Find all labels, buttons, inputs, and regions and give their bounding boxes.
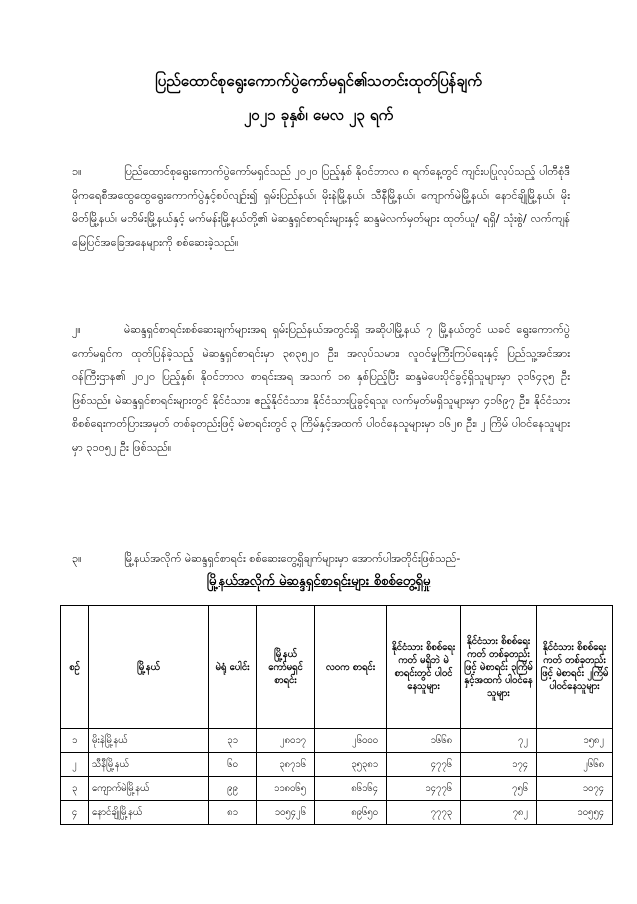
table-cell: ၆၀ <box>209 753 257 777</box>
table-cell: ၂ <box>61 753 89 777</box>
table-cell: ၁၇၄ <box>461 753 537 777</box>
header-cell: လဝက စာရင်း <box>315 606 387 729</box>
paragraph-number: ၃။ <box>72 552 82 565</box>
paragraph-2 <box>72 318 570 459</box>
paragraph-number: ၂။ <box>72 323 81 336</box>
header-cell: နိုင်ငံသား စိစစ်ရေးကတ် တစ်ခုတည်းဖြင့် မဲစာရင်း ၂ကြိမ် ပါဝင်နေသူများ <box>537 606 613 729</box>
table-cell: ကျောက်မဲမြို့နယ် <box>89 777 209 801</box>
table-cell: ၃၈၇၁၆ <box>257 753 315 777</box>
table-cell: ၈၁ <box>209 801 257 825</box>
results-table <box>60 605 613 825</box>
table-row <box>61 729 613 753</box>
paragraph-1 <box>72 160 570 254</box>
table-cell: ၁၀၅၅၄ <box>537 801 613 825</box>
header-cell: မြို့နယ် <box>89 606 209 729</box>
paragraph-3 <box>72 547 570 571</box>
table-cell: ၁၀၅၄၂၆ <box>257 801 315 825</box>
table-cell: ၂၆၆၈ <box>537 753 613 777</box>
page-title: ပြည်ထောင်စုရွေးကောက်ပွဲကော်မရှင်၏သတင်းထုတ်ပြန်ချက် <box>155 72 482 90</box>
table-cell: ၁၄၇၇၆ <box>387 777 461 801</box>
table-cell: ၁၀၇၄ <box>537 777 613 801</box>
table-row <box>61 753 613 777</box>
paragraph-text: မဲဆန္ဒရှင်စာရင်းစစ်ဆေးချက်များအရ ရှမ်းပြည်နယ်အတွင်းရှိ အဆိုပါမြို့နယ် ၇ မြို့နယ်တွင် ယခင် ရွေးကောက်ပွဲကော်မရှင်က ထုတ်ပြန်ခဲ့သည့် မဲဆန္ဒရှင်စာရင်းမှာ ၃၈၃၅၂၀ ဦး၊ အလုပ်သမား၊ လူဝင်မှုကြီးကြပ်ရေးနှင့် ပြည်သူ့အင်အားဝန်ကြီးဌာန၏ ၂၀၂၀ ပြည့်နှစ်၊ နိုဝင်ဘာလ စာရင်းအရ အသက် ၁၈ နှစ်ပြည့်ပြီး ဆန္ဒမဲပေးပိုင်ခွင့်ရှိသူများမှာ ၃၁၆၄၃၅ ဦး ဖြစ်သည်။ မဲဆန္ဒရှင်စာရင်းများတွင် နိုင်ငံသား၊ ဧည့်နိုင်ငံသား၊ နိုင်ငံသားပြုခွင့်ရသူ၊ လက်မှတ်မရှိသူများမှာ ၄၁၆၉၇ ဦး၊ နိုင်ငံသား စိစစ်ရေးကတ်ပြားအမှတ် တစ်ခုတည်းဖြင့် မဲစာရင်းတွင် ၃ ကြိမ်နှင့်အထက် ပါဝင်နေသူများမှာ ၁၆၂၈ ဦး၊ ၂ ကြိမ် ပါဝင်နေသူများမှာ ၃၁၀၅၂ ဦး ဖြစ်သည်။ <box>72 323 570 454</box>
paragraph-text: ပြည်ထောင်စုရွေးကောက်ပွဲကော်မရှင်သည် ၂၀၂၀ ပြည့်နှစ် နိုဝင်ဘာလ ၈ ရက်နေ့တွင် ကျင်းပပြုလုပ်သည့် ပါတီစုံဒီမိုကရေစီအထွေထွေရွေးကောက်ပွဲနှင့်စပ်လျဉ်း၍ ရှမ်းပြည်နယ်၊ မိုးနဲမြို့နယ်၊ သီနီမြို့နယ်၊ ကျောက်မဲမြို့နယ်၊ နောင်ချိုမြို့နယ်၊ မိုးမိတ်မြို့နယ်၊ မဘိမ်းမြို့နယ်နှင့် မက်မန်းမြို့နယ်တို့၏ မဲဆန္ဒရှင်စာရင်းများနှင့် ဆန္ဒမဲလက်မှတ်များ ထုတ်ယူ/ ရရှိ/ သုံးစွဲ/ လက်ကျန် မြေပြင်အခြေအနေများကို စစ်ဆေးခဲ့သည်။ <box>72 165 570 249</box>
table-row <box>61 777 613 801</box>
table-cell: နောင်ချိုမြို့နယ် <box>89 801 209 825</box>
table-cell: ၂၈၀၁၇ <box>257 729 315 753</box>
date-line: ၂၀၂၁ ခုနှစ်၊ မေလ ၂၃ ရက် <box>243 106 394 124</box>
header-cell: မဲရုံ ပေါင်း <box>209 606 257 729</box>
paragraph-number: ၁။ <box>72 165 82 178</box>
header-cell: နိုင်ငံသား စိစစ်ရေးကတ် မရှိဘဲ မဲစာရင်းတွင် ပါဝင်နေသူများ <box>387 606 461 729</box>
table-cell: ၄၇၇၆ <box>387 753 461 777</box>
table-title: မြို့နယ်အလိုက် မဲဆန္ဒရှင်စာရင်းများ စိစစ်တွေ့ရှိမှု <box>206 574 431 589</box>
table-cell: ၁ <box>61 729 89 753</box>
table-header-row <box>61 606 613 729</box>
table-cell: ၄ <box>61 801 89 825</box>
table-cell: ၇၂ <box>461 729 537 753</box>
table-cell: ၉၉ <box>209 777 257 801</box>
table-cell: ၃ <box>61 777 89 801</box>
table-cell: ၇၅၆ <box>461 777 537 801</box>
table-cell: သီနီမြို့နယ် <box>89 753 209 777</box>
table-cell: ၃၅၃၈၁ <box>315 753 387 777</box>
paragraph-text: မြို့နယ်အလိုက် မဲဆန္ဒရှင်စာရင်း စစ်ဆေးတွေ့ရှိချက်များမှာ အောက်ပါအတိုင်းဖြစ်သည်- <box>124 552 461 565</box>
table-cell: ၃၁ <box>209 729 257 753</box>
table-row <box>61 801 613 825</box>
table-cell: ၁၆၆၈ <box>387 729 461 753</box>
table-cell: ၈၆၁၆၄ <box>315 777 387 801</box>
table-cell: ၁၁၈၀၆၅ <box>257 777 315 801</box>
header-cell: မြို့နယ် ကော်မရှင် စာရင်း <box>257 606 315 729</box>
table-cell: ၇၈၂ <box>461 801 537 825</box>
header-cell: နိုင်ငံသား စိစစ်ရေးကတ် တစ်ခုတည်းဖြင့် မဲစာရင်း ၃ကြိမ် နှင့်အထက် ပါဝင်နေသူများ <box>461 606 537 729</box>
table-cell: မိုးနဲမြို့နယ် <box>89 729 209 753</box>
table-cell: ၁၅၈၂ <box>537 729 613 753</box>
table-cell: ၂၆၀၀၀ <box>315 729 387 753</box>
table-cell: ၈၉၆၅၀ <box>315 801 387 825</box>
header-cell: စဉ် <box>61 606 89 729</box>
table-cell: ၇၇၇၃ <box>387 801 461 825</box>
